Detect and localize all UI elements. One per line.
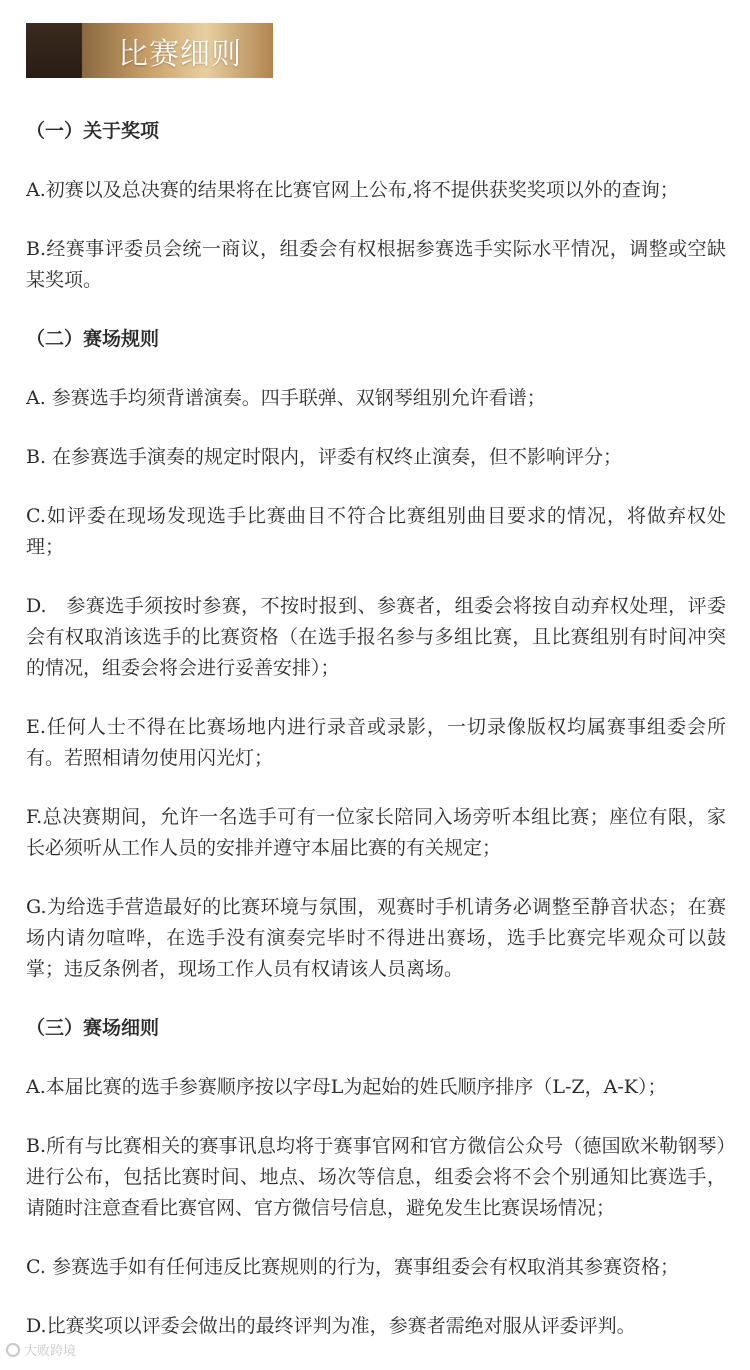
venue-details-paragraph-a: A.本届比赛的选手参赛顺序按以字母L为起始的姓氏顺序排序（L-Z，A-K）； (26, 1076, 667, 1098)
venue-rules-paragraph-d: D. 参赛选手须按时参赛，不按时报到、参赛者，组委会将按自动弃权处理，评委会有权取消该选手的比赛资格（在选手报名参与多组比赛，且比赛组别有时间冲突的情况，组委会将会进行妥善安排）； (26, 595, 726, 679)
watermark (6, 1340, 76, 1359)
title-banner (26, 23, 273, 78)
venue-rules-paragraph-c: C.如评委在现场发现选手比赛曲目不符合比赛组别曲目要求的情况，将做弃权处理； (26, 505, 726, 558)
venue-rules-paragraph-f: F.总决赛期间，允许一名选手可有一位家长陪同入场旁听本组比赛；座位有限，家长必须听从工作人员的安排并遵守本届比赛的有关规定； (26, 806, 726, 859)
venue-details-paragraph-d: D.比赛奖项以评委会做出的最终评判为准，参赛者需绝对服从评委评判。 (26, 1315, 636, 1337)
banner-dark-block (26, 23, 82, 78)
venue-rules-paragraph-e: E.任何人士不得在比赛场地内进行录音或录影，一切录像版权均属赛事组委会所有。若照相请勿使用闪光灯； (26, 716, 726, 769)
section-heading-awards: （一）关于奖项 (26, 120, 160, 142)
awards-paragraph-b: B.经赛事评委员会统一商议，组委会有权根据参赛选手实际水平情况，调整或空缺某奖项。 (26, 238, 726, 291)
venue-rules-paragraph-b: B. 在参赛选手演奏的规定时限内，评委有权终止演奏，但不影响评分； (26, 446, 623, 468)
page-title: 比赛细则 (118, 36, 242, 72)
venue-details-paragraph-b: B.所有与比赛相关的赛事讯息均将于赛事官网和官方微信公众号（德国欧米勒钢琴）进行公布，包括比赛时间、地点、场次等信息，组委会将不会个别通知比赛选手，请随时注意查看比赛官网、官方微信号信息，避免发生比赛误场情况； (26, 1135, 726, 1219)
rules-content (26, 110, 726, 1370)
venue-details-paragraph-c: C. 参赛选手如有任何违反比赛规则的行为，赛事组委会有权取消其参赛资格； (26, 1256, 679, 1278)
watermark-text: 大败跨境 (24, 1344, 77, 1359)
section-heading-venue-details: （三）赛场细则 (26, 1017, 160, 1039)
banner-gold-block (82, 23, 273, 78)
section-heading-venue-rules: （二）赛场规则 (26, 328, 160, 350)
venue-rules-paragraph-g: G.为给选手营造最好的比赛环境与氛围，观赛时手机请务必调整至静音状态；在赛场内请勿喧哗，在选手没有演奏完毕时不得进出赛场，选手比赛完毕观众可以鼓掌；违反条例者，现场工作人员有权请该人员离场。 (26, 896, 726, 980)
venue-rules-paragraph-a: A. 参赛选手均须背谱演奏。四手联弹、双钢琴组别允许看谱； (26, 387, 546, 409)
watermark-logo-icon (6, 1343, 20, 1357)
awards-paragraph-a: A.初赛以及总决赛的结果将在比赛官网上公布,将不提供获奖奖项以外的查询； (26, 179, 679, 201)
